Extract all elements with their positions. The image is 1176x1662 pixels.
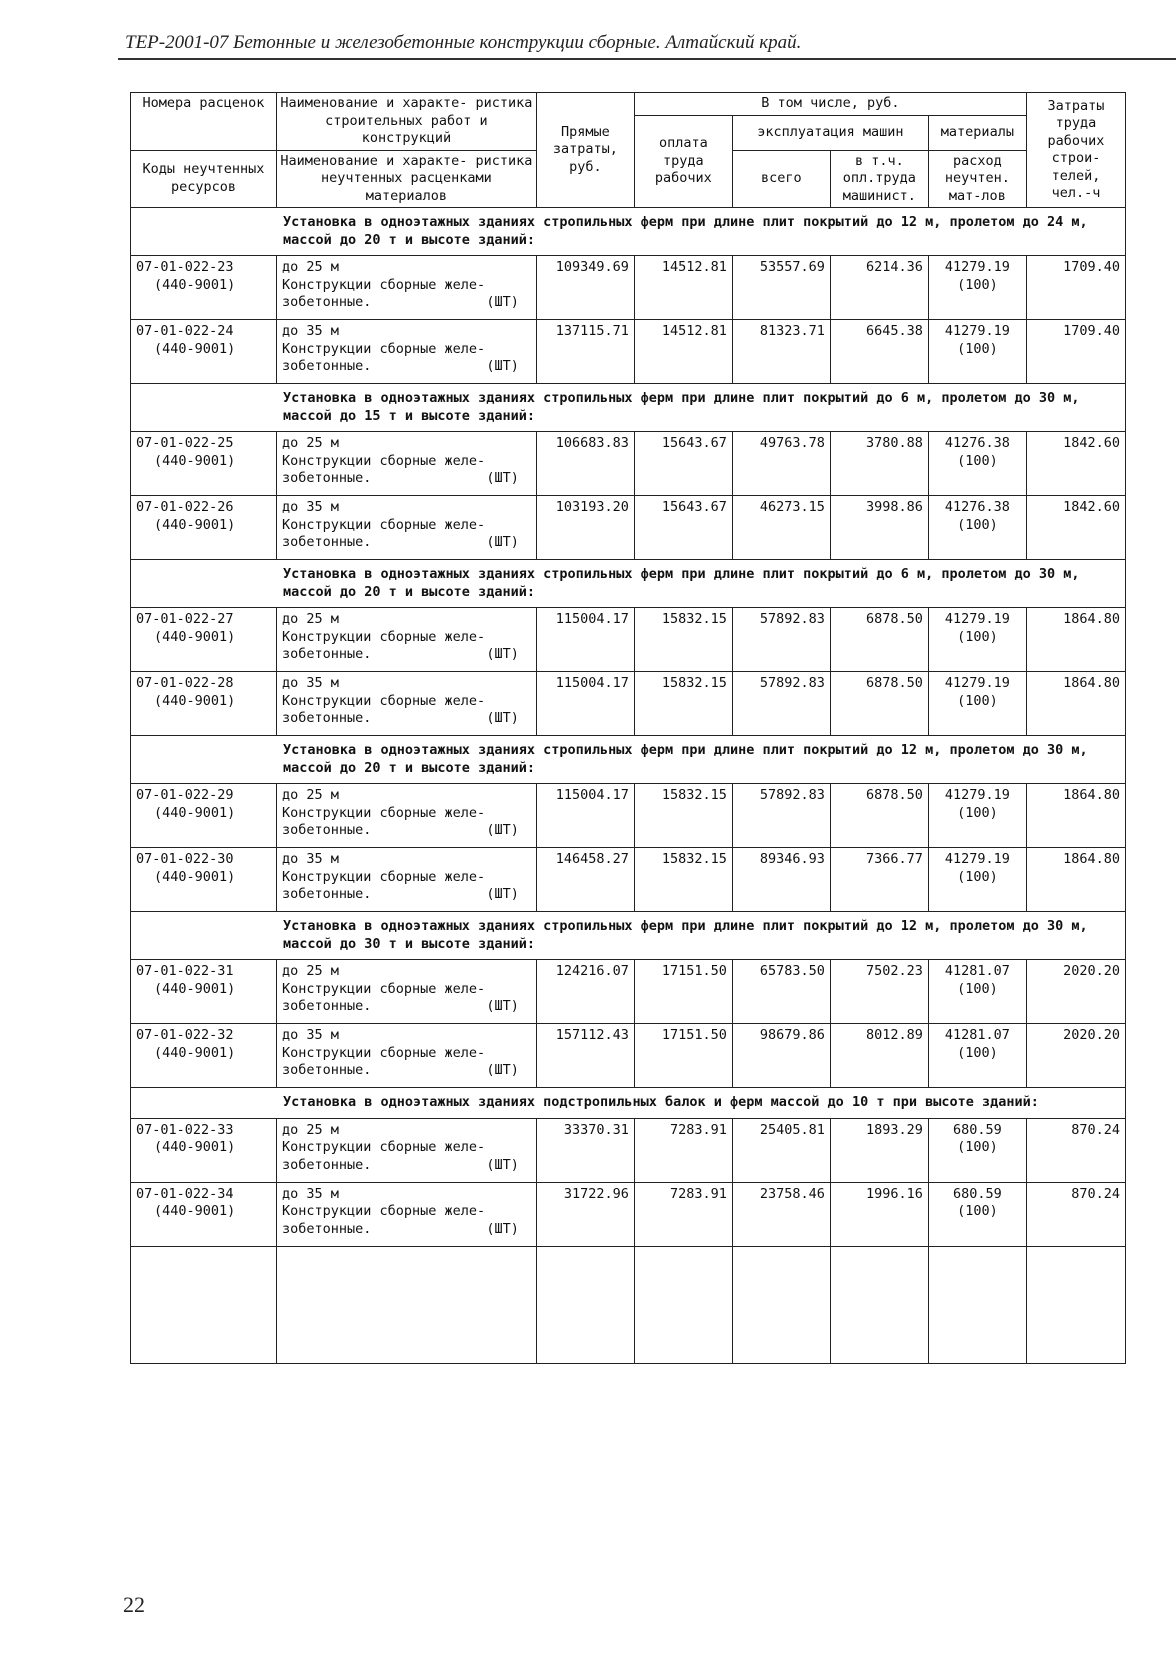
table-row <box>131 848 1126 912</box>
direct-costs-cell: 115004.17 <box>536 608 634 672</box>
material-line <box>282 517 531 552</box>
work-name-cell <box>276 320 536 384</box>
material-name: Конструкции сборные желе- зобетонные. <box>281 452 486 486</box>
direct-costs-cell: 157112.43 <box>536 1024 634 1088</box>
materials-cell <box>928 432 1026 496</box>
machines-total-cell: 98679.86 <box>732 1024 830 1088</box>
work-height: до 35 м <box>281 323 339 339</box>
empty-cell <box>276 1246 536 1363</box>
material-line <box>282 277 531 312</box>
material-name: Конструкции сборные желе- зобетонные. <box>281 868 486 902</box>
rate-code: 07-01-022-34 <box>136 1185 234 1202</box>
material-unit: (ШТ) <box>486 534 519 550</box>
resource-code: (440-9001) <box>154 1044 236 1061</box>
machines-total-cell: 25405.81 <box>732 1118 830 1182</box>
materials-value: 41281.07 <box>944 963 1010 979</box>
materials-usage: (100) <box>957 452 998 469</box>
material-unit: (ШТ) <box>486 1062 519 1078</box>
header-machines: эксплуатация машин <box>732 115 928 150</box>
rate-code: 07-01-022-28 <box>136 675 234 691</box>
wages-cell: 17151.50 <box>634 960 732 1024</box>
work-name-cell <box>276 1182 536 1246</box>
header-name-top: Наименование и характе- ристика строительных работ и конструкций <box>276 93 536 151</box>
materials-cell <box>928 960 1026 1024</box>
page-header-title: ТЕР-2001-07 Бетонные и железобетонные конструкции сборные. Алтайский край. <box>125 32 802 53</box>
direct-costs-cell: 33370.31 <box>536 1118 634 1182</box>
labor-cell: 1709.40 <box>1026 256 1125 320</box>
header-including: В том числе, руб. <box>634 93 1026 116</box>
work-name-cell <box>276 1024 536 1088</box>
materials-cell <box>928 256 1026 320</box>
materials-value: 680.59 <box>952 1185 1002 1202</box>
empty-cell <box>928 1246 1026 1363</box>
materials-value: 41279.19 <box>944 675 1010 691</box>
direct-costs-cell: 106683.83 <box>536 432 634 496</box>
materials-usage: (100) <box>957 1139 998 1155</box>
labor-cell: 2020.20 <box>1026 1024 1125 1088</box>
labor-cell: 870.24 <box>1026 1118 1125 1182</box>
work-height: до 35 м <box>281 851 339 867</box>
section-heading-row <box>131 912 1126 960</box>
materials-usage: (100) <box>957 516 998 533</box>
materials-value: 41276.38 <box>944 435 1010 451</box>
direct-costs-cell: 109349.69 <box>536 256 634 320</box>
material-unit: (ШТ) <box>486 646 519 662</box>
rate-code-cell <box>131 320 277 384</box>
section-heading-row <box>131 1088 1126 1119</box>
header-labor: Затраты труда рабочих строи- телей, чел.-ч <box>1026 93 1125 208</box>
material-line <box>282 1139 531 1174</box>
labor-cell: 1709.40 <box>1026 320 1125 384</box>
header-name-bottom: Наименование и характе- ристика неучтенных расценками материалов <box>276 150 536 208</box>
resource-code: (440-9001) <box>154 692 236 709</box>
wages-cell: 15832.15 <box>634 848 732 912</box>
resource-code: (440-9001) <box>154 452 236 469</box>
rate-code-cell <box>131 672 277 736</box>
header-wages: оплата труда рабочих <box>634 115 732 208</box>
materials-cell <box>928 1118 1026 1182</box>
material-unit: (ШТ) <box>486 358 519 374</box>
work-name-cell <box>276 496 536 560</box>
work-height: до 25 м <box>281 435 339 451</box>
table-row <box>131 256 1126 320</box>
table-row <box>131 1118 1126 1182</box>
work-height: до 35 м <box>281 1185 339 1202</box>
machinist-wages-cell: 7502.23 <box>830 960 928 1024</box>
labor-cell: 1864.80 <box>1026 848 1125 912</box>
header-machines-total: всего <box>732 150 830 208</box>
machines-total-cell: 57892.83 <box>732 672 830 736</box>
section-title: Установка в одноэтажных зданиях стропильных ферм при длине плит покрытий до 12 м, пролетом до 24 м, массой до 20 т и высоте зданий: <box>131 208 1126 256</box>
material-unit: (ШТ) <box>486 886 519 902</box>
empty-cell <box>732 1246 830 1363</box>
header-materials: материалы <box>928 115 1026 150</box>
resource-code: (440-9001) <box>154 1203 236 1219</box>
rate-code: 07-01-022-31 <box>136 963 234 979</box>
rate-code: 07-01-022-26 <box>136 499 234 515</box>
work-height: до 35 м <box>281 499 339 515</box>
labor-cell: 1864.80 <box>1026 784 1125 848</box>
material-name: Конструкции сборные желе- зобетонные. <box>281 692 486 726</box>
materials-cell <box>928 608 1026 672</box>
materials-value: 41279.19 <box>944 611 1010 627</box>
machines-total-cell: 23758.46 <box>732 1182 830 1246</box>
rate-code: 07-01-022-27 <box>136 611 234 627</box>
machinist-wages-cell: 1996.16 <box>830 1182 928 1246</box>
materials-value: 680.59 <box>952 1121 1002 1138</box>
rate-code-cell <box>131 608 277 672</box>
materials-value: 41281.07 <box>944 1027 1010 1043</box>
resource-code: (440-9001) <box>154 628 236 645</box>
direct-costs-cell: 146458.27 <box>536 848 634 912</box>
material-name: Конструкции сборные желе- зобетонные. <box>281 1044 486 1078</box>
header-machinist-wages: в т.ч. опл.труда машинист. <box>830 150 928 208</box>
materials-usage: (100) <box>957 1044 998 1061</box>
wages-cell: 15832.15 <box>634 784 732 848</box>
work-height: до 35 м <box>281 675 339 691</box>
materials-usage: (100) <box>957 1203 998 1219</box>
machinist-wages-cell: 6878.50 <box>830 672 928 736</box>
wages-cell: 17151.50 <box>634 1024 732 1088</box>
wages-cell: 7283.91 <box>634 1118 732 1182</box>
rate-code-cell <box>131 960 277 1024</box>
work-height: до 25 м <box>281 259 339 275</box>
section-heading-row <box>131 560 1126 608</box>
material-name: Конструкции сборные желе- зобетонные. <box>281 1139 486 1173</box>
empty-cell <box>131 1246 277 1363</box>
table-row <box>131 1024 1126 1088</box>
table-row <box>131 496 1126 560</box>
direct-costs-cell: 115004.17 <box>536 784 634 848</box>
work-height: до 25 м <box>281 1121 339 1138</box>
material-name: Конструкции сборные желе- зобетонные. <box>281 516 486 550</box>
machinist-wages-cell: 8012.89 <box>830 1024 928 1088</box>
material-line <box>282 341 531 376</box>
materials-value: 41279.19 <box>944 259 1010 275</box>
table-row <box>131 320 1126 384</box>
material-unit: (ШТ) <box>486 998 519 1014</box>
empty-cell <box>1026 1246 1125 1363</box>
rate-code-cell <box>131 1118 277 1182</box>
rate-code: 07-01-022-23 <box>136 259 234 275</box>
work-name-cell <box>276 432 536 496</box>
machines-total-cell: 89346.93 <box>732 848 830 912</box>
labor-cell: 1842.60 <box>1026 432 1125 496</box>
labor-cell: 1864.80 <box>1026 672 1125 736</box>
machinist-wages-cell: 1893.29 <box>830 1118 928 1182</box>
material-line <box>282 805 531 840</box>
material-name: Конструкции сборные желе- зобетонные. <box>281 980 486 1014</box>
materials-value: 41279.19 <box>944 787 1010 803</box>
materials-cell <box>928 848 1026 912</box>
material-name: Конструкции сборные желе- зобетонные. <box>281 1203 486 1237</box>
work-height: до 35 м <box>281 1027 339 1043</box>
resource-code: (440-9001) <box>154 868 236 885</box>
header-materials-usage: расход неучтен. мат-лов <box>928 150 1026 208</box>
direct-costs-cell: 103193.20 <box>536 496 634 560</box>
machines-total-cell: 46273.15 <box>732 496 830 560</box>
table-row <box>131 608 1126 672</box>
rate-code-cell <box>131 1182 277 1246</box>
materials-usage: (100) <box>957 628 998 645</box>
section-title: Установка в одноэтажных зданиях стропильных ферм при длине плит покрытий до 12 м, пролетом до 30 м, массой до 30 т и высоте зданий: <box>131 912 1126 960</box>
labor-cell: 870.24 <box>1026 1182 1125 1246</box>
rate-code-cell <box>131 256 277 320</box>
machinist-wages-cell: 6214.36 <box>830 256 928 320</box>
material-unit: (ШТ) <box>486 294 519 310</box>
work-name-cell <box>276 1118 536 1182</box>
empty-cell <box>536 1246 634 1363</box>
work-name-cell <box>276 608 536 672</box>
work-height: до 25 м <box>281 611 339 627</box>
machinist-wages-cell: 6878.50 <box>830 784 928 848</box>
materials-usage: (100) <box>957 804 998 821</box>
work-name-cell <box>276 784 536 848</box>
empty-cell <box>634 1246 732 1363</box>
labor-cell: 2020.20 <box>1026 960 1125 1024</box>
materials-cell <box>928 784 1026 848</box>
material-name: Конструкции сборные желе- зобетонные. <box>281 628 486 662</box>
header-direct-costs: Прямые затраты, руб. <box>536 93 634 208</box>
resource-code: (440-9001) <box>154 804 236 821</box>
materials-usage: (100) <box>957 868 998 885</box>
table-row <box>131 1182 1126 1246</box>
rate-code: 07-01-022-30 <box>136 851 234 867</box>
table-row <box>131 960 1126 1024</box>
materials-usage: (100) <box>957 340 998 357</box>
rate-code-cell <box>131 1024 277 1088</box>
rate-code: 07-01-022-25 <box>136 435 234 451</box>
labor-cell: 1842.60 <box>1026 496 1125 560</box>
section-heading-row <box>131 384 1126 432</box>
materials-value: 41279.19 <box>944 323 1010 339</box>
resource-code: (440-9001) <box>154 276 236 293</box>
machines-total-cell: 57892.83 <box>732 784 830 848</box>
machines-total-cell: 81323.71 <box>732 320 830 384</box>
machinist-wages-cell: 3998.86 <box>830 496 928 560</box>
wages-cell: 15643.67 <box>634 432 732 496</box>
machines-total-cell: 57892.83 <box>732 608 830 672</box>
machinist-wages-cell: 3780.88 <box>830 432 928 496</box>
resource-code: (440-9001) <box>154 516 236 533</box>
page-number: 22 <box>123 1592 145 1617</box>
direct-costs-cell: 31722.96 <box>536 1182 634 1246</box>
rate-code-cell <box>131 496 277 560</box>
work-name-cell <box>276 256 536 320</box>
section-title: Установка в одноэтажных зданиях стропильных ферм при длине плит покрытий до 6 м, пролетом до 30 м, массой до 20 т и высоте зданий: <box>131 560 1126 608</box>
materials-value: 41279.19 <box>944 851 1010 867</box>
direct-costs-cell: 115004.17 <box>536 672 634 736</box>
materials-cell <box>928 320 1026 384</box>
section-heading-row <box>131 736 1126 784</box>
material-line <box>282 629 531 664</box>
machinist-wages-cell: 6878.50 <box>830 608 928 672</box>
section-title: Установка в одноэтажных зданиях стропильных ферм при длине плит покрытий до 12 м, пролетом до 30 м, массой до 20 т и высоте зданий: <box>131 736 1126 784</box>
header-codes-bottom: Коды неучтенных ресурсов <box>131 150 277 208</box>
work-name-cell <box>276 960 536 1024</box>
material-line <box>282 693 531 728</box>
wages-cell: 14512.81 <box>634 320 732 384</box>
wages-cell: 15832.15 <box>634 608 732 672</box>
material-unit: (ШТ) <box>486 822 519 838</box>
work-name-cell <box>276 848 536 912</box>
section-title: Установка в одноэтажных зданиях подстропильных балок и ферм массой до 10 т при высоте зданий: <box>131 1088 1126 1119</box>
rate-code: 07-01-022-29 <box>136 787 234 803</box>
materials-usage: (100) <box>957 276 998 293</box>
empty-row <box>131 1246 1126 1363</box>
rate-code-cell <box>131 432 277 496</box>
wages-cell: 15643.67 <box>634 496 732 560</box>
direct-costs-cell: 137115.71 <box>536 320 634 384</box>
rates-table <box>130 92 1126 1364</box>
rate-code: 07-01-022-32 <box>136 1027 234 1043</box>
rate-code: 07-01-022-24 <box>136 323 234 339</box>
table-row <box>131 784 1126 848</box>
materials-value: 41276.38 <box>944 499 1010 515</box>
material-line <box>282 1045 531 1080</box>
material-name: Конструкции сборные желе- зобетонные. <box>281 804 486 838</box>
materials-usage: (100) <box>957 692 998 709</box>
material-unit: (ШТ) <box>486 1220 519 1237</box>
header-rule <box>118 58 1176 60</box>
material-line <box>282 869 531 904</box>
header-codes-top: Номера расценок <box>131 93 277 151</box>
materials-usage: (100) <box>957 980 998 997</box>
materials-cell <box>928 1024 1026 1088</box>
material-name: Конструкции сборные желе- зобетонные. <box>281 340 486 374</box>
machines-total-cell: 53557.69 <box>732 256 830 320</box>
wages-cell: 14512.81 <box>634 256 732 320</box>
material-line <box>282 1203 531 1238</box>
material-unit: (ШТ) <box>486 1156 519 1173</box>
materials-cell <box>928 496 1026 560</box>
material-name: Конструкции сборные желе- зобетонные. <box>281 276 486 310</box>
section-heading-row <box>131 208 1126 256</box>
table-row <box>131 432 1126 496</box>
wages-cell: 7283.91 <box>634 1182 732 1246</box>
material-unit: (ШТ) <box>486 470 519 486</box>
resource-code: (440-9001) <box>154 340 236 357</box>
rate-code-cell <box>131 784 277 848</box>
resource-code: (440-9001) <box>154 1139 236 1155</box>
table-row <box>131 672 1126 736</box>
material-line <box>282 453 531 488</box>
direct-costs-cell: 124216.07 <box>536 960 634 1024</box>
resource-code: (440-9001) <box>154 980 236 997</box>
materials-cell <box>928 1182 1026 1246</box>
material-line <box>282 981 531 1016</box>
machinist-wages-cell: 7366.77 <box>830 848 928 912</box>
work-height: до 25 м <box>281 787 339 803</box>
machines-total-cell: 65783.50 <box>732 960 830 1024</box>
header-row-1 <box>131 93 1126 116</box>
labor-cell: 1864.80 <box>1026 608 1125 672</box>
machinist-wages-cell: 6645.38 <box>830 320 928 384</box>
rate-code: 07-01-022-33 <box>136 1121 234 1138</box>
work-height: до 25 м <box>281 963 339 979</box>
section-title: Установка в одноэтажных зданиях стропильных ферм при длине плит покрытий до 6 м, пролетом до 30 м, массой до 15 т и высоте зданий: <box>131 384 1126 432</box>
work-name-cell <box>276 672 536 736</box>
rate-code-cell <box>131 848 277 912</box>
material-unit: (ШТ) <box>486 710 519 726</box>
empty-cell <box>830 1246 928 1363</box>
materials-cell <box>928 672 1026 736</box>
machines-total-cell: 49763.78 <box>732 432 830 496</box>
wages-cell: 15832.15 <box>634 672 732 736</box>
